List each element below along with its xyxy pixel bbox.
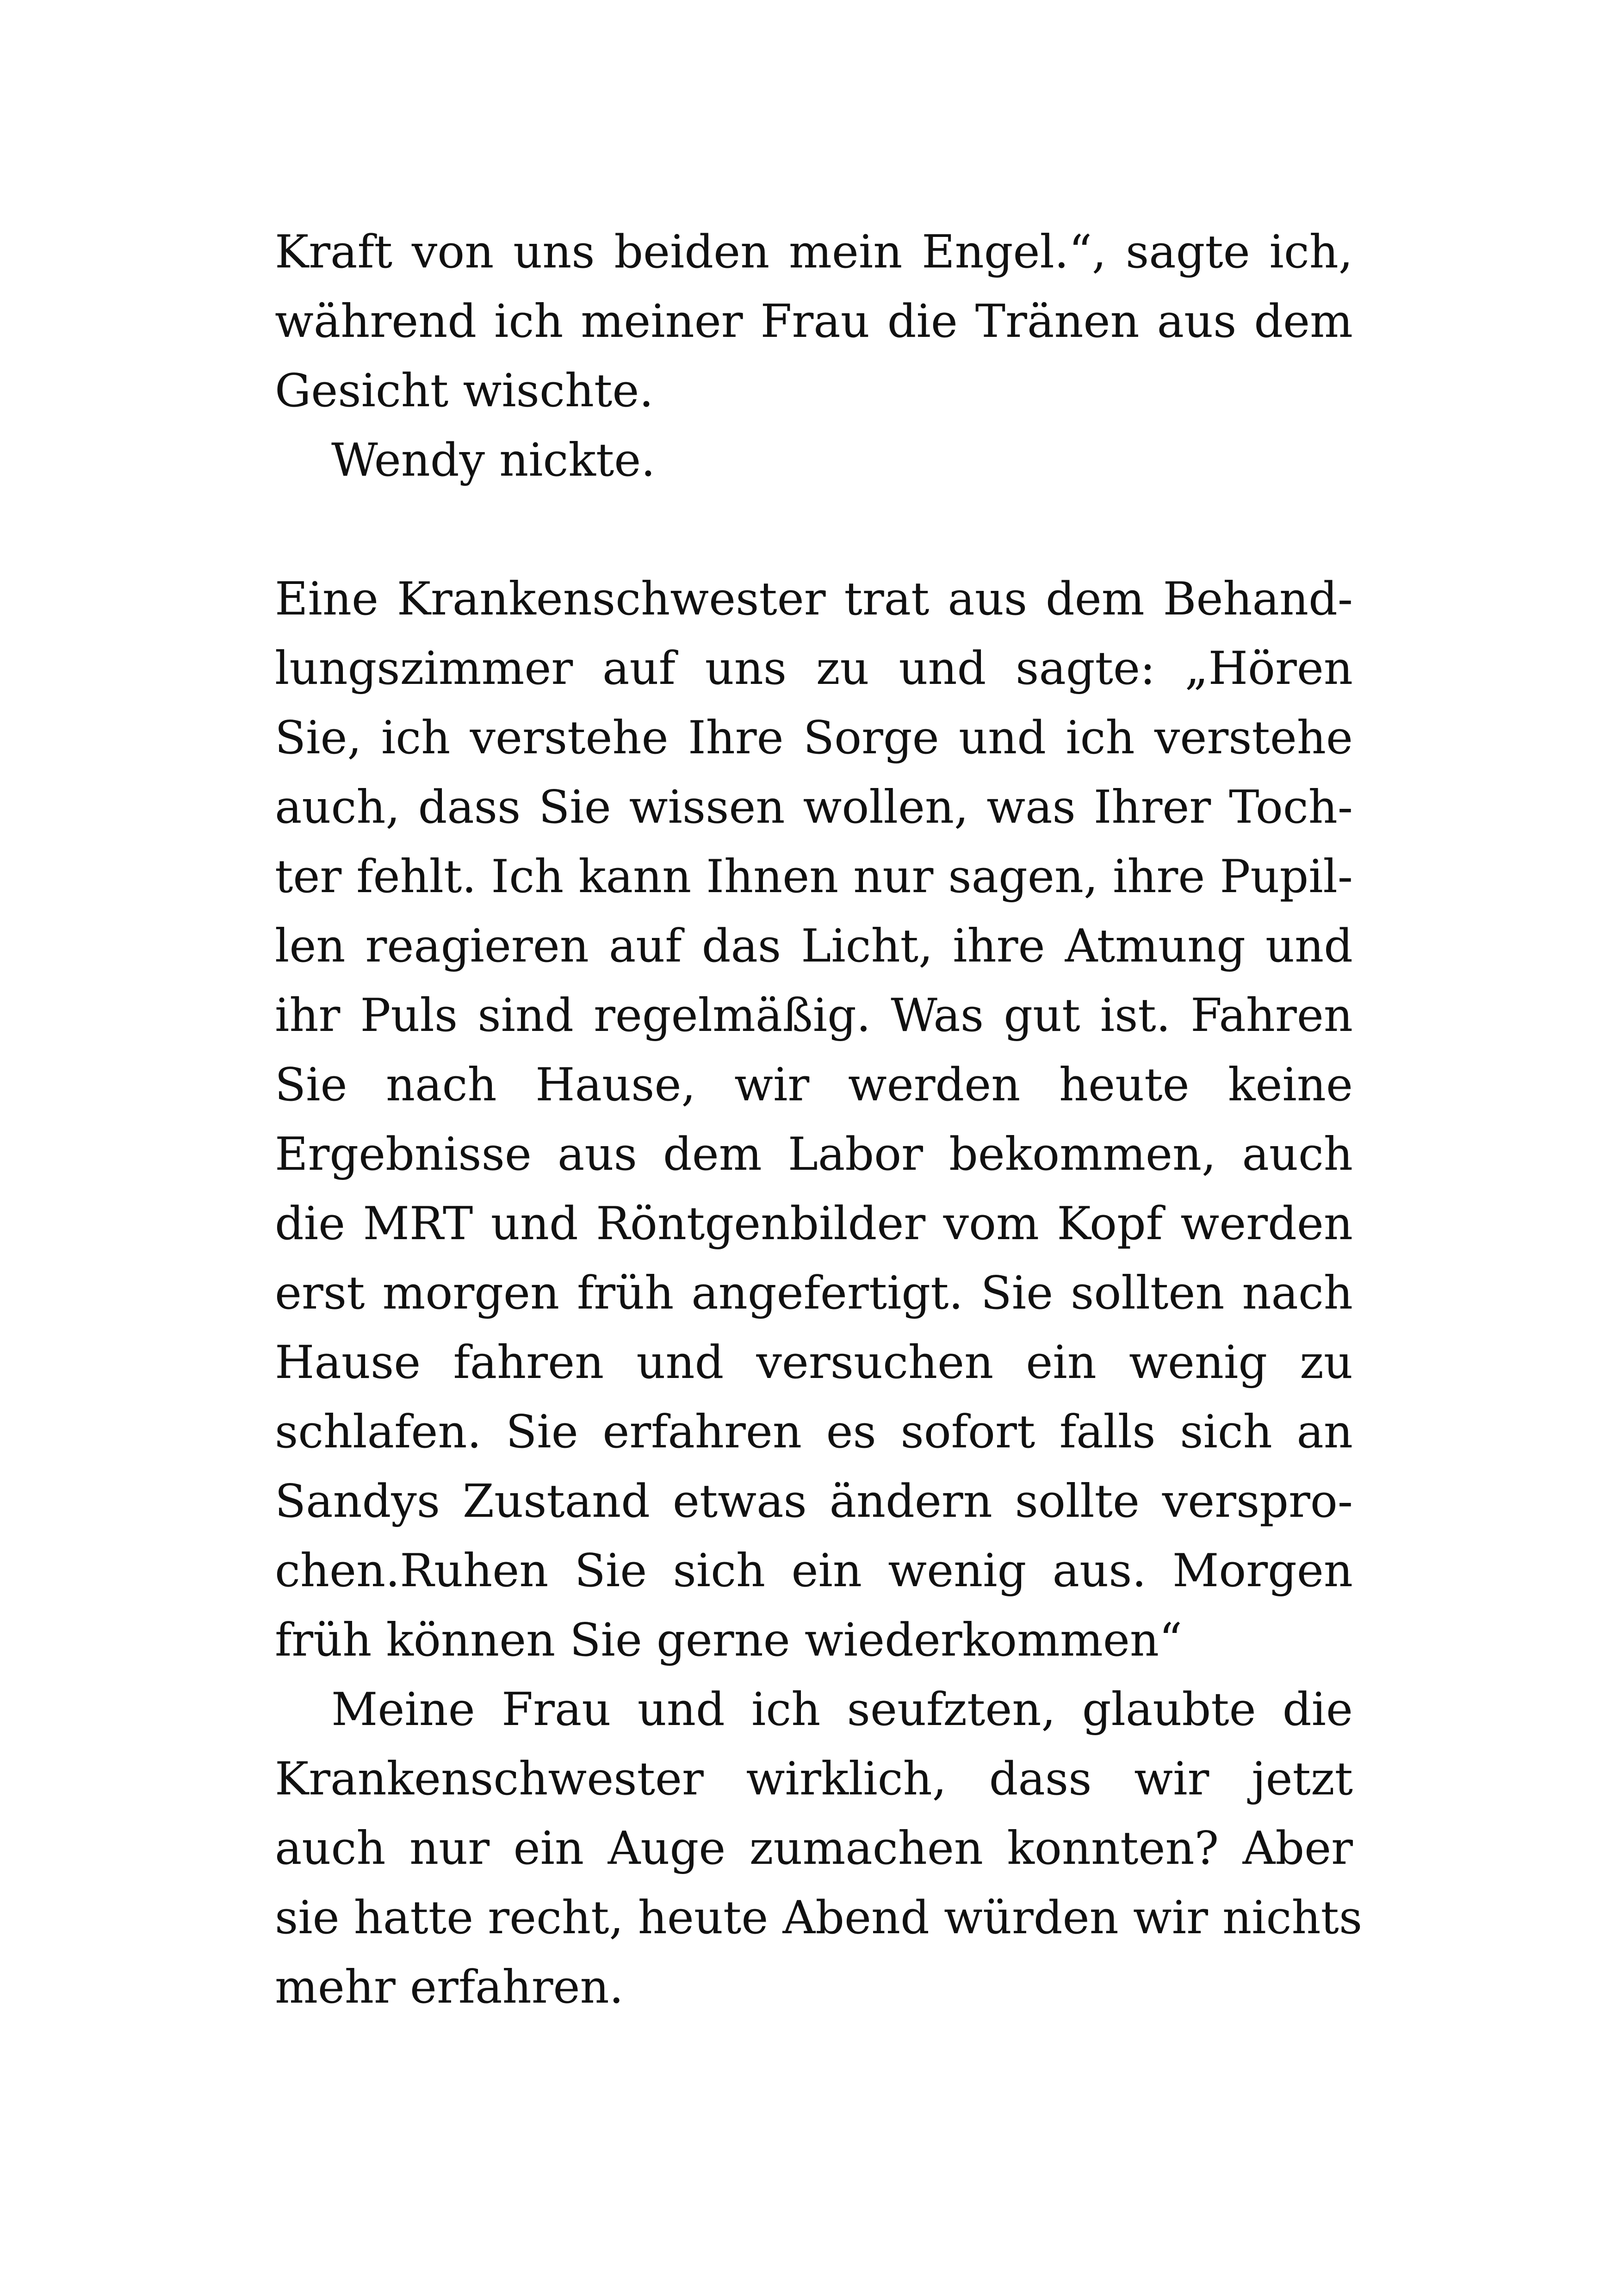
text-line: Gesicht wischte. bbox=[275, 365, 654, 417]
text-line: Meine Frau und ich seufzten, glaubte die bbox=[331, 1683, 1353, 1736]
text-line: lungszimmer auf uns zu und sagte: „Hören bbox=[275, 642, 1353, 695]
page-text bbox=[275, 217, 1363, 2022]
text-line: die MRT und Röntgenbilder vom Kopf werden bbox=[275, 1198, 1353, 1250]
text-line: Sie nach Hause, wir werden heute keine bbox=[275, 1059, 1353, 1111]
paragraph bbox=[275, 1675, 1363, 2022]
text-line: Ergebnisse aus dem Labor bekommen, auch bbox=[275, 1128, 1353, 1181]
text-line: erst morgen früh angefertigt. Sie sollten nach bbox=[275, 1267, 1353, 1320]
text-line: Sie, ich verstehe Ihre Sorge und ich verstehe bbox=[275, 712, 1353, 764]
text-line: Hause fahren und versuchen ein wenig zu bbox=[275, 1336, 1353, 1389]
paragraph bbox=[275, 565, 1353, 1675]
text-line: auch nur ein Auge zumachen konnten? Aber bbox=[275, 1822, 1353, 1875]
text-line: Kraft von uns beiden mein Engel.“, sagte ich, bbox=[275, 226, 1353, 279]
text-line: ter fehlt. Ich kann Ihnen nur sagen, ihre Pupil- bbox=[275, 850, 1353, 903]
text-line: schlafen. Sie erfahren es sofort falls sich an bbox=[275, 1406, 1353, 1458]
text-line: sie hatte recht, heute Abend würden wir nichts bbox=[275, 1892, 1363, 1944]
text-line: mehr erfahren. bbox=[275, 1961, 624, 2014]
text-line: früh können Sie gerne wiederkommen“ bbox=[275, 1614, 1183, 1667]
text-line: während ich meiner Frau die Tränen aus dem bbox=[275, 295, 1353, 348]
text-line: chen.Ruhen Sie sich ein wenig aus. Morgen bbox=[275, 1545, 1353, 1597]
text-line: len reagieren auf das Licht, ihre Atmung und bbox=[275, 920, 1353, 973]
text-line: ihr Puls sind regelmäßig. Was gut ist. Fahren bbox=[275, 989, 1353, 1042]
text-line: Wendy nickte. bbox=[331, 434, 656, 487]
paragraph bbox=[275, 217, 1353, 426]
text-line: auch, dass Sie wissen wollen, was Ihrer Toch- bbox=[275, 781, 1353, 834]
paragraph-gap bbox=[275, 495, 1353, 565]
paragraph bbox=[275, 426, 1353, 495]
text-line: Sandys Zustand etwas ändern sollte verspro- bbox=[275, 1475, 1353, 1528]
text-line: Eine Krankenschwester trat aus dem Behand- bbox=[275, 573, 1353, 626]
text-line: Krankenschwester wirklich, dass wir jetzt bbox=[275, 1753, 1353, 1806]
